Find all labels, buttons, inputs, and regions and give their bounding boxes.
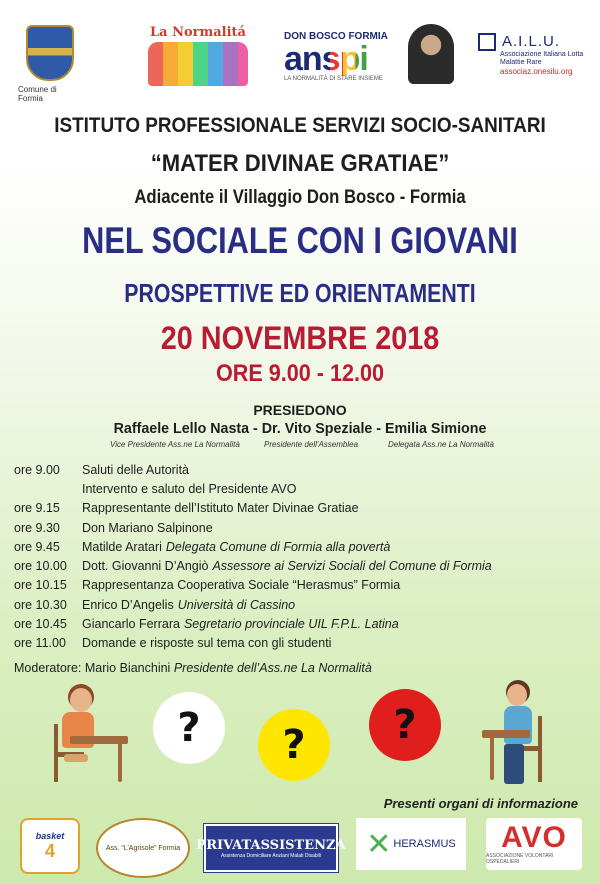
media-label: Presenti organi di informazione: [383, 796, 578, 811]
question-circle-red: ?: [369, 689, 441, 761]
program-row: [14, 479, 594, 498]
program-text: Giancarlo Ferrara: [82, 617, 180, 632]
chairs-label: PRESIEDONO: [253, 402, 347, 418]
event-date: 20 NOVEMBRE 2018: [160, 320, 440, 356]
program-time: ore 10.15: [14, 578, 67, 593]
program-text: Domande e risposte sul tema con gli studenti: [82, 636, 332, 651]
program-time: ore 10.00: [14, 559, 67, 574]
program-row: [14, 614, 594, 633]
herasmus-x-icon: ✕: [366, 827, 392, 861]
event-title: NEL SOCIALE CON I GIOVANI: [82, 220, 518, 261]
program-row: [14, 634, 594, 653]
program-list: [14, 460, 594, 653]
privata-assistenza-logo: [196, 824, 346, 872]
comune-caption: Comune di Formia: [18, 85, 57, 103]
moderator-note: Presidente dell’Ass.ne La Normalità: [173, 661, 372, 675]
student-right-illustration: [482, 680, 562, 786]
program-text: Don Mariano Salpinone: [82, 520, 213, 535]
program-time: ore 11.00: [14, 636, 66, 651]
program-time: ore 10.30: [14, 597, 67, 612]
location: Adiacente il Villaggio Don Bosco - Formia: [134, 187, 466, 208]
program-time: ore 10.45: [14, 617, 67, 632]
institute-name: ISTITUTO PROFESSIONALE SERVIZI SOCIO-SANITARI: [54, 114, 546, 137]
basket-text: basket: [35, 830, 65, 841]
comune-di-formia-logo: [18, 22, 82, 106]
avo-logo: [486, 818, 582, 870]
herasmus-text: HERASMUS: [393, 838, 456, 850]
ailu-desc: Associazione Italiana Lotta Malattie Rare: [500, 50, 584, 66]
normalita-name: La Normalitá: [150, 24, 246, 40]
anspi-sub: LA NORMALITÀ DI STARE INSIEME: [284, 75, 383, 82]
don-bosco-portrait-icon: [408, 24, 454, 84]
anspi-name: anspi: [284, 39, 368, 78]
basket-logo: [20, 818, 80, 874]
program-text: Rappresentanza Cooperativa Sociale “Herasmus” Formia: [82, 578, 401, 593]
program-text: Enrico D’Angelis: [82, 597, 174, 612]
ailu-square-icon: [478, 33, 496, 51]
avo-text: AVO: [501, 821, 567, 854]
crest-icon: [26, 25, 74, 81]
program-row: [14, 537, 594, 556]
role-1: Vice Presidente Ass.ne La Normalità: [110, 440, 240, 449]
role-2: Presidente dell'Assemblea: [264, 440, 359, 449]
herasmus-logo: [356, 818, 466, 870]
avo-sub: ASSOCIAZIONE VOLONTARI OSPEDALIERI: [486, 853, 554, 865]
ailu-name: A.I.L.U.: [502, 33, 561, 50]
program-note: Assessore ai Servizi Sociali del Comune di Formia: [212, 559, 492, 574]
event-time: ORE 9.00 - 12.00: [215, 360, 385, 387]
program-time: ore 9.45: [14, 539, 60, 554]
event-subtitle: PROSPETTIVE ED ORIENTAMENTI: [124, 278, 476, 308]
program-text: Matilde Aratari: [82, 539, 162, 554]
agrisole-text: Ass. “L’Agrisole” Formia: [105, 844, 181, 852]
program-row: [14, 518, 594, 537]
question-circle-white: ?: [153, 692, 225, 764]
program-row: [14, 576, 594, 595]
program-text: Saluti delle Autorità: [82, 462, 190, 477]
moderator: [14, 661, 372, 675]
la-normalita-logo: [142, 20, 254, 90]
program-time: ore 9.30: [14, 520, 60, 535]
role-3: Delegata Ass.ne La Normalità: [388, 440, 494, 449]
anspi-top: DON BOSCO FORMIA: [284, 30, 388, 42]
program-note: Università di Cassino: [177, 597, 296, 612]
student-left-illustration: [48, 684, 128, 784]
program-row: [14, 595, 594, 614]
privata-text: PRIVATASSISTENZA: [196, 837, 346, 853]
program-time: ore 9.00: [14, 462, 60, 477]
program-time: ore 9.15: [14, 501, 60, 516]
question-circle-yellow: ?: [258, 709, 330, 781]
program-row: [14, 556, 594, 575]
program-text: Dott. Giovanni D’Angiò: [82, 559, 209, 574]
anspi-logo: [284, 22, 454, 90]
program-row: [14, 460, 594, 479]
chairs-names: Raffaele Lello Nasta - Dr. Vito Speziale - Emilia Simione: [113, 420, 487, 437]
ailu-logo: [478, 26, 588, 82]
basket-number: 4: [44, 840, 55, 861]
privata-sub: Assistenza Domiciliare Anziani Malati Disabili: [220, 852, 322, 859]
program-note: Segretario provinciale UIL F.P.L. Latina: [183, 617, 399, 632]
ailu-mail: associaz.onesilu.org: [500, 66, 573, 76]
moderator-label: Moderatore: Mario Bianchini: [14, 661, 171, 675]
program-text: Intervento e saluto del Presidente AVO: [82, 481, 297, 496]
program-text: Rappresentante dell’Istituto Mater Divinae Gratiae: [82, 501, 359, 516]
program-row: [14, 499, 594, 518]
school-name: “MATER DIVINAE GRATIAE”: [150, 150, 450, 177]
colored-hands-icon: [148, 42, 248, 86]
agrisole-logo: [96, 818, 190, 878]
program-note: Delegata Comune di Formia alla povertà: [165, 539, 391, 554]
